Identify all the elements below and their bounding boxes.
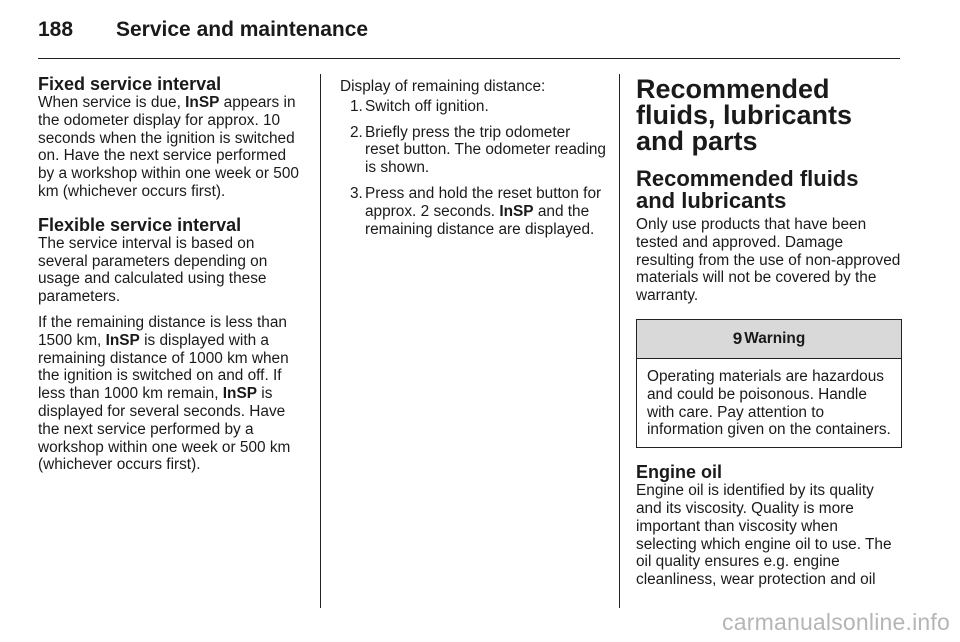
warning-title: Warning (744, 330, 806, 348)
steps-list (340, 98, 606, 239)
step-text: and the remaining distance are displayed. (365, 202, 595, 238)
step-text: Briefly press the trip odometer reset button. The odometer reading is shown. (365, 123, 606, 177)
list-item (340, 98, 606, 116)
watermark: carmanualsonline.info (722, 609, 950, 635)
warning-text: Operating materials are hazardous and could be poisonous. Handle with care. Pay attention to information given on the containers. (647, 367, 891, 439)
engine-oil-heading: Engine oil (636, 462, 723, 483)
warning-box (636, 319, 902, 448)
fluids-intro-text: Only use products that have been tested and approved. Damage resulting from the use of non-approved materials will not be covered by the warranty. (636, 216, 901, 305)
warning-header (637, 320, 901, 359)
page-header (38, 18, 900, 58)
left-column (38, 74, 306, 488)
insp-code: InSP (185, 94, 220, 111)
flexible-service-section (38, 215, 306, 474)
header-divider (38, 58, 900, 59)
step-number: 1. (350, 97, 363, 115)
fixed-service-text (38, 94, 306, 201)
fixed-service-section (38, 74, 306, 201)
page-title: Service and maintenance (116, 18, 369, 41)
section-heading: Recommended fluids, lubricants and parts (636, 74, 853, 156)
text-run: is displayed with a remaining distance of 1000 km when the ignition is switched on and off. If less than 1000 km remain, (38, 331, 289, 403)
remaining-distance-intro: Display of remaining distance: (340, 78, 546, 95)
warning-icon: 9 (732, 329, 743, 349)
flexible-service-text-2 (38, 314, 306, 474)
fixed-service-heading: Fixed service interval (38, 74, 222, 94)
insp-code: InSP (105, 331, 140, 349)
step-text: Switch off ignition. (365, 97, 489, 115)
text-run: If the remaining distance is less than 1500 km, (38, 313, 287, 349)
step-number: 2. (350, 123, 363, 141)
step-number: 3. (350, 184, 363, 202)
list-item (340, 124, 606, 177)
column-divider (320, 74, 321, 608)
right-column (636, 74, 902, 597)
list-item (340, 185, 606, 238)
flexible-service-text: The service interval is based on several parameters depending on usage and calculated using these parameters. (38, 234, 268, 306)
page-number: 188 (38, 18, 74, 41)
text-run: When service is due, (38, 94, 186, 111)
text-run: is displayed for several seconds. Have the next service performed by a workshop within one week or 500 km (whichever occurs first). (38, 385, 291, 474)
middle-column (340, 78, 606, 246)
insp-code: InSP (499, 202, 534, 220)
engine-oil-text: Engine oil is identified by its quality and its viscosity. Quality is more important than viscosity when selecting which engine oil to use. The oil quality ensures e.g. engine cleanliness, wear protection and oil (636, 482, 892, 589)
insp-code: InSP (222, 385, 257, 403)
step-text: Press and hold the reset button for approx. 2 seconds. (365, 184, 602, 220)
column-divider (619, 74, 620, 608)
text-run: appears in the odometer display for approx. 10 seconds when the ignition is switched on. Have the next service performed by a workshop within one week or 500 km (whichever occurs first). (38, 94, 299, 200)
flexible-service-heading: Flexible service interval (38, 214, 242, 235)
subsection-heading: Recommended fluids and lubricants (636, 166, 859, 213)
